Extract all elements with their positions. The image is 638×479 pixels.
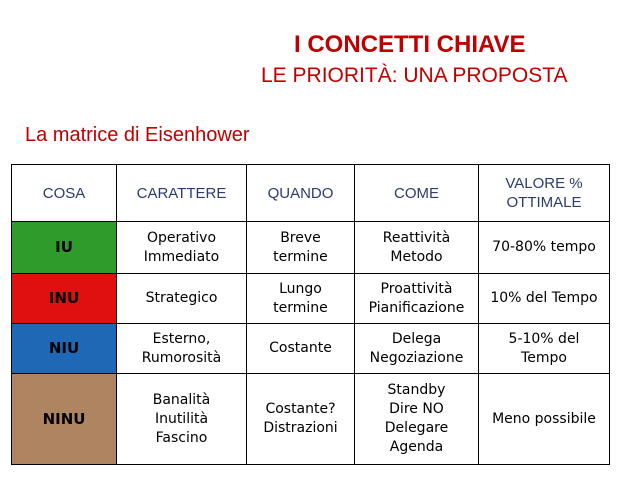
cell-come — [355, 222, 479, 274]
column-header-valore-line1: VALORE % — [505, 175, 583, 192]
cell-line: Lungo — [279, 280, 322, 297]
cell-line: Banalità — [152, 391, 211, 408]
cell-valore — [479, 274, 610, 324]
column-header-valore — [479, 165, 610, 222]
cell-line: Proattività — [380, 280, 453, 297]
cell-line: termine — [273, 248, 328, 265]
row-label-iu: IU — [12, 222, 117, 274]
cell-carattere — [117, 274, 247, 324]
cell-line: Fascino — [155, 429, 208, 446]
cell-line: Costante — [269, 340, 332, 356]
page-subtitle: LE PRIORITÀ: UNA PROPOSTA — [261, 64, 568, 87]
column-header-carattere: CARATTERE — [117, 165, 247, 222]
cell-valore — [479, 222, 610, 274]
cell-come — [355, 274, 479, 324]
cell-line: Inutilità — [154, 410, 209, 427]
section-title: La matrice di Eisenhower — [25, 124, 250, 146]
eisenhower-matrix-table — [11, 164, 610, 465]
cell-valore — [479, 374, 610, 465]
cell-line: Strategico — [145, 290, 218, 306]
cell-line: Rumorosità — [141, 349, 222, 366]
cell-line: 70-80% tempo — [492, 239, 596, 255]
page-title: I CONCETTI CHIAVE — [294, 31, 526, 58]
row-label-ninu: NINU — [12, 374, 117, 465]
cell-carattere — [117, 324, 247, 374]
column-header-quando: QUANDO — [247, 165, 355, 222]
cell-line: Breve — [280, 229, 321, 246]
cell-line: Distrazioni — [263, 420, 338, 436]
cell-quando — [247, 324, 355, 374]
cell-line: Dire NO — [389, 401, 444, 417]
table-row — [12, 374, 610, 465]
column-header-cosa: COSA — [12, 165, 117, 222]
cell-line: Immediato — [143, 248, 220, 265]
table-header-row — [12, 165, 610, 222]
cell-line: Esterno, — [152, 330, 211, 347]
row-label-inu: INU — [12, 274, 117, 324]
cell-line: Pianificazione — [368, 299, 465, 316]
cell-come — [355, 324, 479, 374]
cell-line: Reattività — [382, 229, 451, 246]
cell-valore — [479, 324, 610, 374]
cell-carattere — [117, 374, 247, 465]
cell-line: Metodo — [390, 248, 443, 265]
cell-line: termine — [273, 299, 328, 316]
cell-line: Costante? — [265, 401, 336, 417]
cell-line: Negoziazione — [369, 349, 464, 366]
table-row — [12, 324, 610, 374]
cell-line: Delegare — [384, 420, 449, 436]
cell-line: 10% del Tempo — [490, 290, 598, 306]
cell-line: Delega — [391, 330, 442, 347]
column-header-valore-line2: OTTIMALE — [506, 194, 582, 211]
cell-line: 5-10% del — [508, 330, 580, 347]
cell-line: Tempo — [521, 349, 567, 366]
cell-line: Meno possibile — [492, 410, 596, 427]
cell-line: Operativo — [146, 229, 217, 246]
cell-line: Agenda — [389, 439, 444, 455]
cell-carattere — [117, 222, 247, 274]
cell-come — [355, 374, 479, 465]
cell-quando — [247, 222, 355, 274]
table-row — [12, 222, 610, 274]
row-label-niu: NIU — [12, 324, 117, 374]
cell-quando — [247, 274, 355, 324]
table-row — [12, 274, 610, 324]
cell-line: Standby — [387, 382, 446, 398]
column-header-come: COME — [355, 165, 479, 222]
cell-quando — [247, 374, 355, 465]
